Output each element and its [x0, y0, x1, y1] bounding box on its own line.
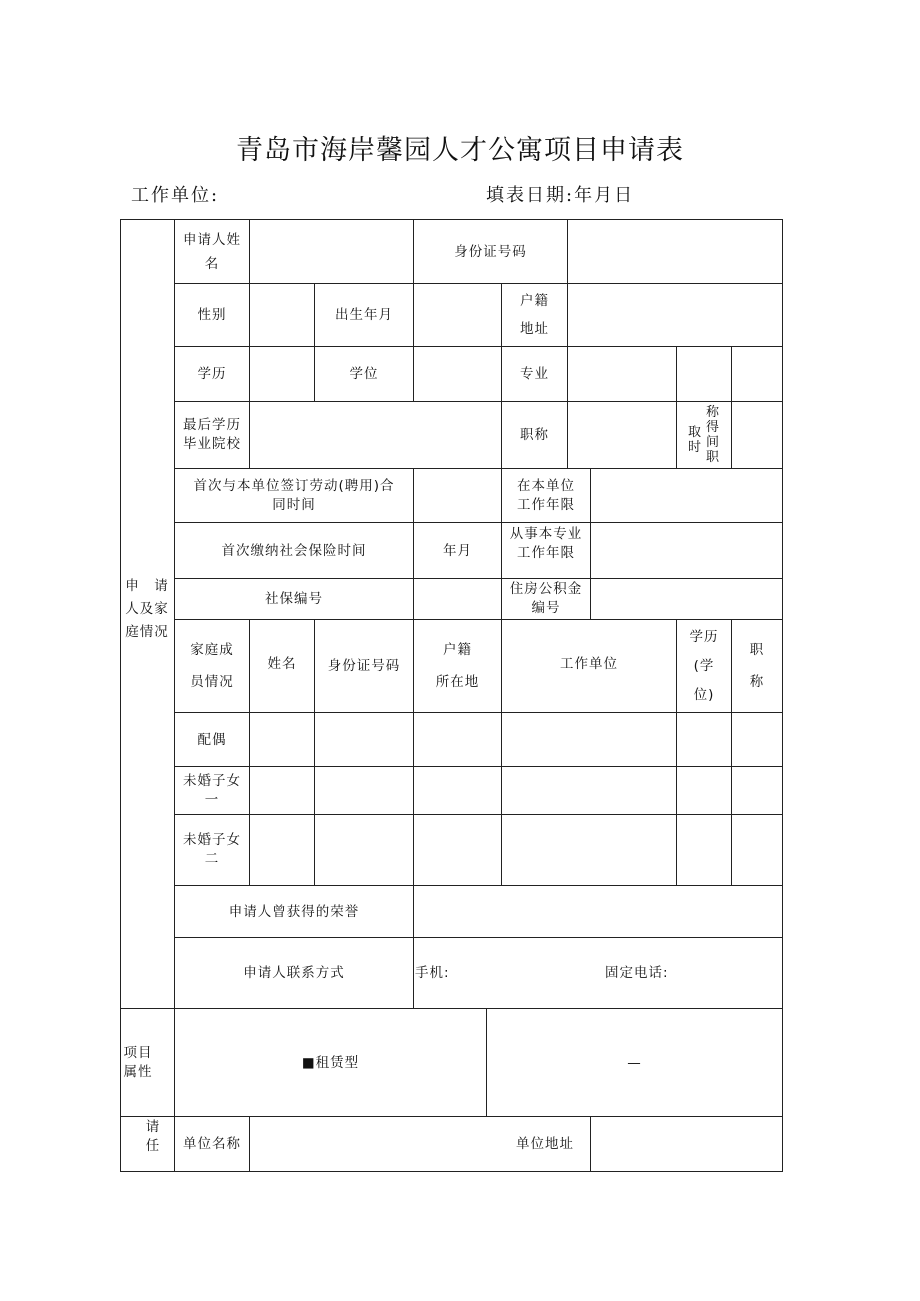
tenure-label: 在本单位 工作年限: [517, 477, 575, 513]
title-time-field[interactable]: [732, 402, 782, 468]
hukou-label: 户籍 地址: [520, 293, 549, 337]
contract-date-field[interactable]: [414, 469, 501, 522]
education-label: 学历: [197, 366, 227, 382]
social-insurance-time-field[interactable]: 年月: [443, 542, 472, 559]
tenure-field[interactable]: [591, 469, 782, 522]
major-field[interactable]: [568, 347, 676, 401]
honors-label: 申请人曾获得的荣誉: [228, 903, 360, 920]
contact-label: 申请人联系方式: [243, 965, 345, 981]
family-id-col: 身份证号码: [327, 658, 401, 674]
spouse-label: 配偶: [197, 731, 227, 748]
mobile-label[interactable]: 手机:: [415, 965, 450, 981]
unit-address-label: 单位地址: [516, 1136, 574, 1152]
unit-address-field[interactable]: [591, 1117, 782, 1171]
family-title-col: 职 称: [749, 642, 765, 690]
project-attribute-label: 项目 属性: [123, 1044, 153, 1080]
birth-label: 出生年月: [335, 307, 393, 323]
unit-name-label: 单位名称: [183, 1136, 241, 1152]
title-field[interactable]: [568, 402, 676, 468]
border-bottom: [120, 1171, 783, 1172]
application-form: [120, 219, 783, 1172]
unit-name-field[interactable]: [250, 1117, 500, 1171]
phone-label[interactable]: 固定电话:: [605, 965, 669, 981]
social-number-label: 社保编号: [265, 591, 323, 607]
gender-label: 性别: [197, 307, 227, 323]
project-other-value: —: [627, 1054, 642, 1071]
family-work-unit-col: 工作单位: [560, 656, 618, 672]
child2-label: 未婚子女 二: [183, 832, 241, 867]
family-hukou-col: 户籍 所在地: [435, 642, 480, 690]
family-education-col: 学历 (学 位): [689, 628, 719, 703]
hukou-field[interactable]: [568, 284, 782, 346]
social-insurance-time-label: 首次缴纳社会保险时间: [221, 542, 367, 559]
title-label: 职称: [520, 427, 549, 443]
degree-field[interactable]: [414, 347, 501, 401]
honors-field[interactable]: [414, 886, 782, 937]
id-number-field[interactable]: [568, 220, 782, 283]
gender-field[interactable]: [250, 284, 314, 346]
family-name-col: 姓名: [267, 656, 297, 672]
fill-date-label: 填表日期:年月日: [486, 185, 635, 206]
degree-label: 学位: [349, 366, 379, 382]
applicant-name-field[interactable]: [250, 220, 413, 283]
social-number-field[interactable]: [414, 579, 501, 619]
title-time-label: 取 时 称 得 间 职: [687, 405, 721, 465]
id-number-label: 身份证号码: [454, 243, 527, 260]
rental-type-option[interactable]: ■租赁型: [301, 1054, 360, 1071]
family-members-label: 家庭成 员情况: [190, 642, 234, 690]
border-right: [782, 219, 783, 1172]
applicant-name-label: 申请人姓 名: [183, 231, 241, 272]
education-field[interactable]: [250, 347, 314, 401]
housing-fund-field[interactable]: [591, 579, 782, 619]
school-label: 最后学历 毕业院校: [183, 417, 241, 452]
contract-date-label: 首次与本单位签订劳动(聘用)合 同时间: [193, 477, 395, 513]
housing-fund-label: 住房公积金 编号: [509, 581, 583, 616]
birth-field[interactable]: [414, 284, 501, 346]
major-years-field[interactable]: [591, 523, 782, 578]
employer-section-label: 请 任: [145, 1119, 161, 1154]
school-field[interactable]: [250, 402, 501, 468]
major-label: 专业: [520, 366, 549, 382]
work-unit-label: 工作单位:: [131, 185, 220, 206]
major-years-label: 从事本专业 工作年限: [509, 526, 583, 561]
child1-label: 未婚子女 一: [183, 772, 241, 808]
section-label-applicant-family: 申 请 人及家 庭情况: [125, 577, 169, 640]
page-title: 青岛市海岸馨园人才公寓项目申请表: [236, 135, 684, 166]
